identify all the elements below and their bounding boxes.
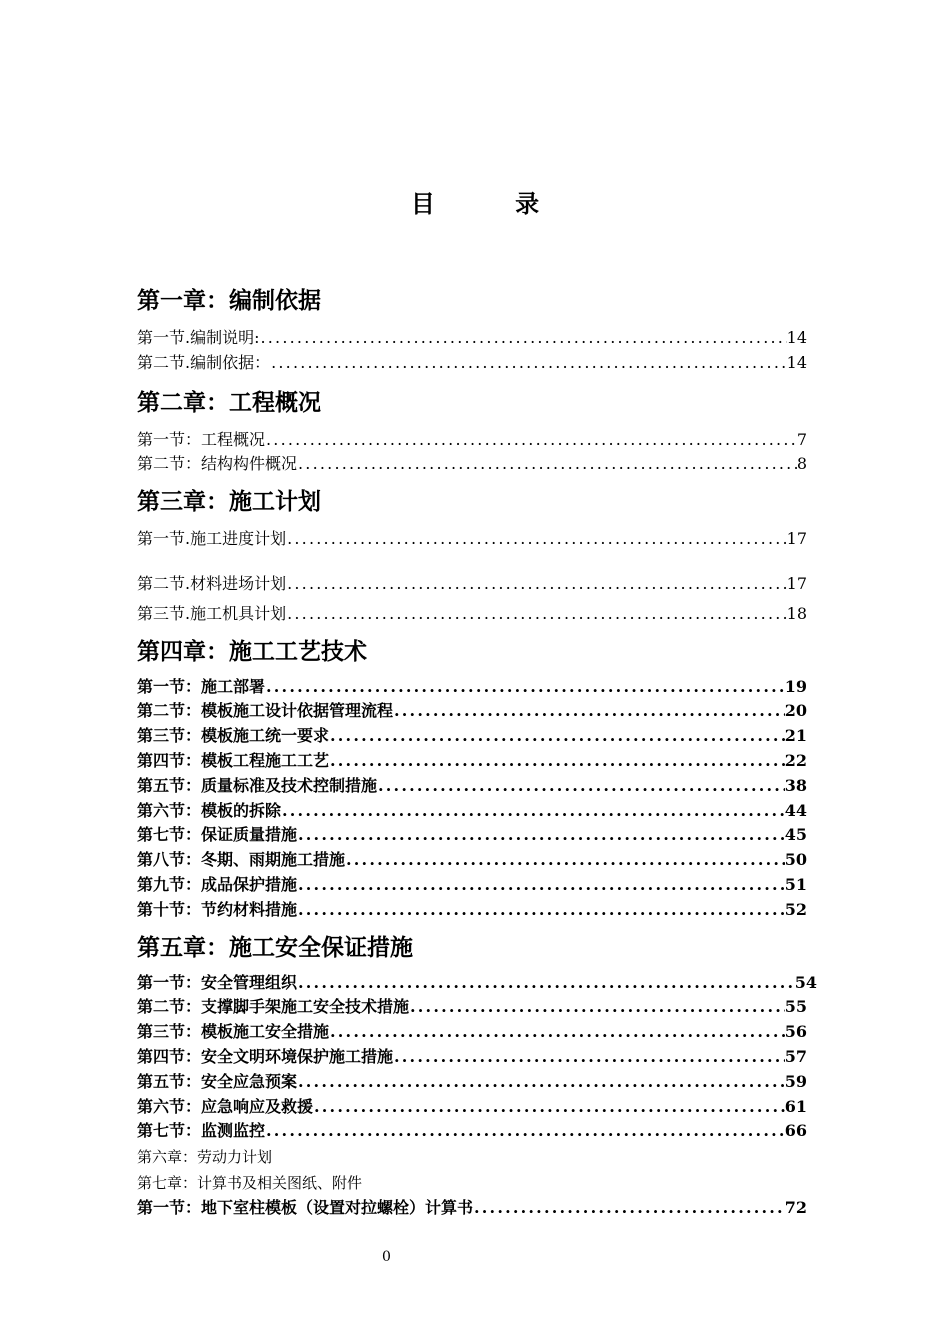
leader-dots bbox=[345, 848, 785, 873]
toc-entry[interactable] bbox=[137, 1119, 807, 1144]
entry-page: 52 bbox=[784, 899, 807, 919]
entry-label: 第一节：施工部署 bbox=[137, 676, 266, 696]
leader-dots bbox=[473, 1196, 785, 1221]
entry-label: 第二节.编制依据： bbox=[137, 352, 271, 372]
leader-dots bbox=[270, 351, 787, 376]
toc-entry[interactable] bbox=[137, 898, 807, 923]
leader-dots bbox=[265, 1119, 785, 1144]
chapter-4-heading: 第四章：施工工艺技术 bbox=[137, 637, 367, 665]
chapter-2-heading: 第二章：工程概况 bbox=[137, 388, 321, 416]
toc-entry[interactable] bbox=[137, 774, 807, 799]
entry-page: 19 bbox=[784, 676, 807, 696]
entry-page: 51 bbox=[784, 874, 807, 894]
toc-entry[interactable] bbox=[137, 351, 807, 376]
chapter-7-line[interactable]: 第七章：计算书及相关图纸、附件 bbox=[137, 1174, 363, 1193]
entry-page: 66 bbox=[784, 1121, 807, 1141]
toc-entry[interactable] bbox=[137, 1196, 807, 1221]
entry-label: 第八节：冬期、雨期施工措施 bbox=[137, 850, 346, 870]
leader-dots bbox=[329, 724, 785, 749]
toc-entry[interactable] bbox=[137, 971, 817, 996]
toc-entry[interactable] bbox=[137, 452, 807, 477]
toc-entry[interactable] bbox=[137, 428, 807, 453]
entry-label: 第五节：质量标准及技术控制措施 bbox=[137, 775, 378, 795]
entry-label: 第一节.编制说明: bbox=[137, 328, 260, 347]
toc-entry[interactable] bbox=[137, 724, 807, 749]
entry-label: 第四节：模板工程施工工艺 bbox=[137, 750, 330, 770]
leader-dots bbox=[297, 898, 785, 923]
entry-page: 14 bbox=[786, 328, 807, 347]
toc-entry[interactable] bbox=[137, 326, 807, 351]
entry-label: 第一节：工程概况 bbox=[137, 429, 266, 449]
entry-label: 第七节：保证质量措施 bbox=[137, 825, 298, 845]
entry-label: 第六节：模板的拆除 bbox=[137, 800, 282, 820]
entry-page: 7 bbox=[796, 429, 807, 449]
entry-page: 38 bbox=[784, 775, 807, 795]
entry-label: 第二节.材料进场计划 bbox=[137, 573, 287, 593]
leader-dots bbox=[281, 799, 785, 824]
entry-label: 第二节：结构构件概况 bbox=[137, 454, 298, 474]
leader-dots bbox=[259, 326, 786, 351]
entry-page: 22 bbox=[784, 750, 807, 770]
leader-dots bbox=[265, 675, 785, 700]
leader-dots bbox=[329, 1020, 785, 1045]
chapter-5-heading: 第五章：施工安全保证措施 bbox=[137, 933, 413, 961]
toc-entry[interactable] bbox=[137, 1070, 807, 1095]
toc-entry[interactable] bbox=[137, 527, 807, 552]
entry-page: 20 bbox=[784, 701, 807, 721]
entry-label: 第十节：节约材料措施 bbox=[137, 899, 298, 919]
entry-page: 56 bbox=[784, 1022, 807, 1042]
toc-entry[interactable] bbox=[137, 749, 807, 774]
leader-dots bbox=[297, 823, 785, 848]
leader-dots bbox=[265, 428, 797, 453]
toc-entry[interactable] bbox=[137, 572, 807, 597]
leader-dots bbox=[393, 1045, 785, 1070]
chapter-3-heading: 第三章：施工计划 bbox=[137, 488, 321, 516]
entry-label: 第二节：模板施工设计依据管理流程 bbox=[137, 701, 394, 721]
leader-dots bbox=[313, 1095, 785, 1120]
entry-page: 72 bbox=[784, 1198, 807, 1218]
entry-label: 第四节：安全文明环境保护施工措施 bbox=[137, 1046, 394, 1066]
entry-label: 第一节：地下室柱模板（设置对拉螺栓）计算书 bbox=[137, 1198, 474, 1218]
chapter-6-line[interactable]: 第六章：劳动力计划 bbox=[137, 1148, 273, 1167]
toc-entry[interactable] bbox=[137, 1045, 807, 1070]
toc-entry[interactable] bbox=[137, 823, 807, 848]
toc-entry[interactable] bbox=[137, 1020, 807, 1045]
toc-entry[interactable] bbox=[137, 848, 807, 873]
toc-entry[interactable] bbox=[137, 675, 807, 700]
entry-page: 17 bbox=[786, 573, 807, 593]
leader-dots bbox=[297, 971, 795, 996]
entry-page: 8 bbox=[796, 454, 807, 474]
entry-page: 50 bbox=[784, 850, 807, 870]
leader-dots bbox=[393, 699, 785, 724]
leader-dots bbox=[329, 749, 785, 774]
leader-dots bbox=[297, 452, 797, 477]
table-of-contents bbox=[137, 284, 817, 1221]
entry-label: 第三节.施工机具计划 bbox=[137, 603, 287, 623]
toc-entry[interactable] bbox=[137, 873, 807, 898]
entry-page: 59 bbox=[784, 1071, 807, 1091]
leader-dots bbox=[286, 602, 787, 627]
entry-label: 第三节：模板施工统一要求 bbox=[137, 726, 330, 746]
leader-dots bbox=[286, 527, 787, 552]
entry-label: 第一节：安全管理组织 bbox=[137, 972, 298, 992]
leader-dots bbox=[297, 873, 785, 898]
toc-entry[interactable] bbox=[137, 1095, 807, 1120]
toc-entry[interactable] bbox=[137, 799, 807, 824]
entry-label: 第九节：成品保护措施 bbox=[137, 874, 298, 894]
entry-page: 57 bbox=[784, 1046, 807, 1066]
toc-title: 目 录 bbox=[410, 189, 576, 218]
entry-page: 44 bbox=[784, 800, 807, 820]
toc-entry[interactable] bbox=[137, 699, 807, 724]
toc-entry[interactable] bbox=[137, 995, 807, 1020]
entry-page: 61 bbox=[784, 1096, 807, 1116]
entry-label: 第一节.施工进度计划 bbox=[137, 529, 287, 549]
entry-page: 55 bbox=[784, 997, 807, 1017]
entry-label: 第二节：支撑脚手架施工安全技术措施 bbox=[137, 997, 410, 1017]
toc-entry[interactable] bbox=[137, 602, 807, 627]
entry-page: 45 bbox=[784, 825, 807, 845]
entry-label: 第七节：监测监控 bbox=[137, 1121, 266, 1141]
chapter-1-heading: 第一章：编制依据 bbox=[137, 287, 321, 314]
leader-dots bbox=[297, 1070, 785, 1095]
entry-page: 21 bbox=[784, 726, 807, 746]
entry-page: 17 bbox=[786, 529, 807, 549]
entry-page: 14 bbox=[786, 352, 807, 372]
entry-page: 18 bbox=[786, 603, 807, 623]
leader-dots bbox=[409, 995, 785, 1020]
entry-label: 第三节：模板施工安全措施 bbox=[137, 1022, 330, 1042]
leader-dots bbox=[286, 572, 787, 597]
entry-page: 54 bbox=[794, 972, 817, 992]
page-number: 0 bbox=[382, 1249, 391, 1265]
entry-label: 第六节：应急响应及救援 bbox=[137, 1096, 314, 1116]
entry-label: 第五节：安全应急预案 bbox=[137, 1071, 298, 1091]
leader-dots bbox=[377, 774, 785, 799]
